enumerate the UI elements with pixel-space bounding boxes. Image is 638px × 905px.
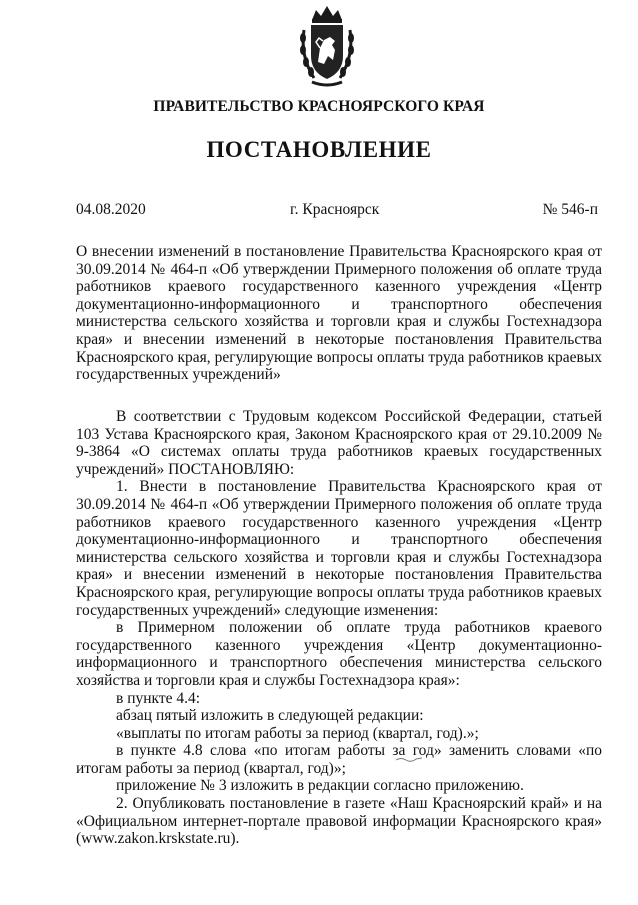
government-title: ПРАВИТЕЛЬСТВО КРАСНОЯРСКОГО КРАЯ	[153, 98, 485, 115]
document-number: № 546-п	[542, 201, 598, 218]
krasnoyarsk-coat-of-arms-icon	[298, 4, 356, 88]
document-body	[76, 408, 602, 848]
document-date: 04.08.2020	[76, 201, 146, 218]
body-paragraph-point-4-8: в пункте 4.8 слова «по итогам работы за год» заменить словами «по итогам работы за период (квартал, год)»;	[76, 742, 602, 777]
body-paragraph-new-wording: «выплаты по итогам работы за период (квартал, год).»;	[116, 724, 479, 742]
body-paragraph-regulation: в Примерном положении об оплате труда работников краевого государственного казенного учреждения «Центр документационно-информационного и транспортного обеспечения министерства сельского хозяйства и торговли края и службы Гостехнадзора края»:	[76, 619, 602, 689]
body-paragraph-legal-basis: В соответствии с Трудовым кодексом Российской Федерации, статьей 103 Устава Красноярского края, Законом Красноярского края от 29.10.2009 № 9-3864 «О системах оплаты труда работников краевых государственных учреждений» ПОСТАНОВЛЯЮ:	[76, 408, 602, 478]
body-paragraph-point-4-4: в пункте 4.4:	[116, 689, 201, 707]
body-paragraph-appendix-3: приложение № 3 изложить в редакции согласно приложению.	[116, 777, 524, 795]
document-subject: О внесении изменений в постановление Правительства Красноярского края от 30.09.2014 № 464-п «Об утверждении Примерного положения об оплате труда работников краевого государственного казенного учреждения «Центр документационно-информационного и транспортного обеспечения министерства сельского хозяйства и торговли края и службы Гостехнадзора края» и внесении изменений в некоторые постановления Правительства Красноярского края, регулирующие вопросы оплаты труда работников краевых государственных учреждений»	[76, 243, 602, 384]
document-city: г. Красноярск	[290, 201, 380, 218]
document-type-title: ПОСТАНОВЛЕНИЕ	[206, 137, 432, 162]
scan-mark	[395, 755, 423, 763]
body-paragraph-item-2: 2. Опубликовать постановление в газете «Наш Красноярский край» и на «Официальном интернет-портале правовой информации Красноярского края» (www.zakon.krskstate.ru).	[76, 795, 602, 848]
body-paragraph-fifth-clause: абзац пятый изложить в следующей редакции:	[116, 707, 424, 725]
body-paragraph-item-1: 1. Внести в постановление Правительства Красноярского края от 30.09.2014 № 464-п «Об утверждении Примерного положения об оплате труда работников краевого государственного казенного учреждения «Центр документационно-информационного и транспортного обеспечения министерства сельского хозяйства и торговли края и службы Гостехнадзора края» и внесении изменений в некоторые постановления Правительства Красноярского края, регулирующие вопросы оплаты труда работников краевых государственных учреждений» следующие изменения:	[76, 478, 602, 619]
